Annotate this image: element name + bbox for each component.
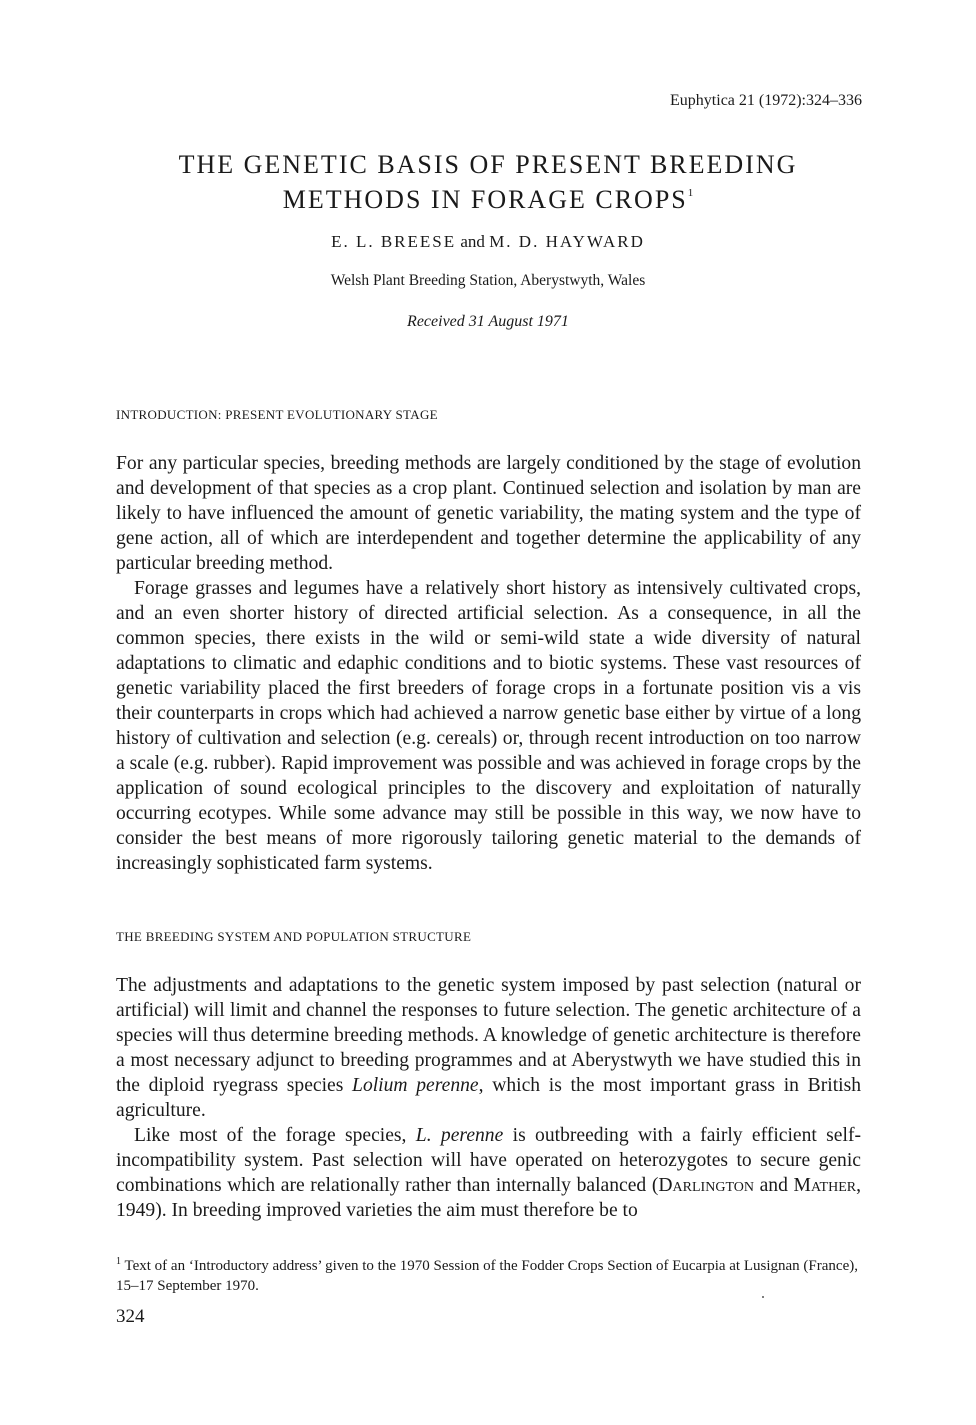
author-conjunction: and: [460, 232, 485, 251]
received-date: Received 31 August 1971: [407, 313, 569, 330]
species-name: Lolium perenne: [352, 1075, 479, 1096]
footnote: [116, 1252, 861, 1296]
author-line: [0, 232, 976, 252]
paragraph-text: , 1949). In breeding improved varieties the aim must therefore be to: [116, 1175, 861, 1221]
paragraph-text: and: [753, 1175, 794, 1196]
citation-author: Mather: [793, 1175, 857, 1196]
title-line-2: [0, 179, 976, 214]
author-2: M. D. HAYWARD: [489, 232, 645, 251]
paragraph: For any particular species, breeding methods are largely conditioned by the stage of evolution and development of that species as a crop plant. Continued selection and isolation by man are likely to have influenced the amount of genetic variability, the mating system and the type of gene action, all of which are interdependent and together determine the applicability of any particular breeding method.: [116, 453, 861, 574]
article-title: [0, 150, 976, 214]
title-line-2-text: METHODS IN FORAGE CROPS: [282, 185, 688, 214]
paragraph-text: is outbreeding with a fairly efficient self-incompatibility system. Past selection will have operated on heterozygotes to secure genic combinations which are relationally rather than internally balanced (: [116, 1125, 861, 1196]
author-1: E. L. BREESE: [331, 232, 457, 251]
citation-author: Darlington: [658, 1175, 754, 1196]
paragraph-text: The adjustments and adaptations to the genetic system imposed by past selection (natural or artificial) will limit and channel the responses to future selection. The genetic architecture of a species will thus determine breeding methods. A knowledge of genetic architecture is therefore a most necessary adjunct to breeding programmes and at Aberystwyth we have studied this in the diploid ryegrass species: [116, 975, 861, 1096]
scan-speck: [762, 1296, 764, 1298]
section-heading-breeding-system: THE BREEDING SYSTEM AND POPULATION STRUCTURE: [116, 929, 472, 944]
affiliation: Welsh Plant Breeding Station, Aberystwyth, Wales: [330, 272, 646, 289]
footnote-mark: 1: [116, 1256, 121, 1267]
section-body-breeding-system: [116, 973, 861, 1223]
paragraph: Forage grasses and legumes have a relatively short history as intensively cultivated crops, and an even shorter history of directed artificial selection. As a consequence, in all the common species, there exists in the wild or semi-wild state a wide diversity of natural adaptations to climatic and edaphic conditions and to biotic systems. These vast resources of genetic variability placed the first breeders of forage crops in a fortunate position vis a vis their counterparts in crops which had achieved a narrow genetic base either by virtue of a long history of cultivation and selection (e.g. cereals) or, through recent introduction on too narrow a scale (e.g. rubber). Rapid improvement was possible and was achieved in forage crops by the application of sound ecological principles to the discovery and exploitation of naturally occurring ecotypes. While some advance may still be possible in this way, we now have to consider the best means of more rigorously tailoring genetic material to the demands of increasingly sophisticated farm systems.: [116, 578, 861, 874]
paragraph: [116, 973, 861, 1123]
page-number: 324: [116, 1306, 145, 1327]
section-heading-introduction: INTRODUCTION: PRESENT EVOLUTIONARY STAGE: [116, 407, 438, 422]
title-footnote-mark[interactable]: 1: [687, 187, 694, 199]
journal-reference: Euphytica 21 (1972):324–336: [670, 92, 862, 109]
paragraph-text: Like most of the forage species,: [134, 1125, 416, 1146]
title-line-1: THE GENETIC BASIS OF PRESENT BREEDING: [178, 150, 798, 179]
footnote-text: Text of an ‘Introductory address’ given to the 1970 Session of the Fodder Crops Section of Eucarpia at Lusignan (France), 15–17 September 1970.: [116, 1258, 858, 1294]
paragraph-text: , which is the most important grass in British agriculture.: [116, 1075, 862, 1121]
species-name: L. perenne: [415, 1125, 504, 1146]
paragraph: [116, 1123, 861, 1223]
section-body-introduction: [116, 451, 861, 876]
